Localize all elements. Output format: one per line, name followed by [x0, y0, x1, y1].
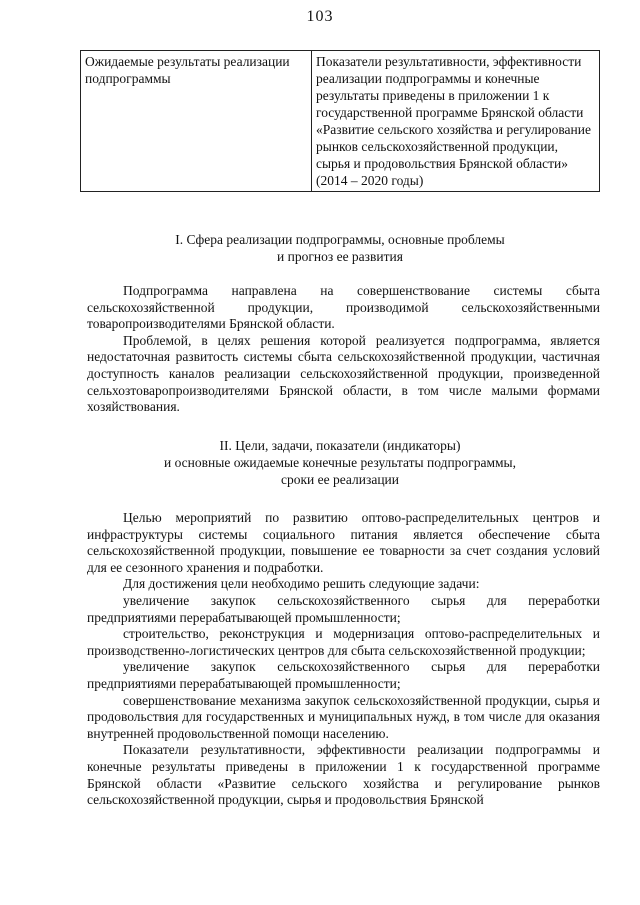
section1-title-line2: и прогноз ее развития [277, 249, 403, 264]
section2-title-line3: сроки ее реализации [281, 472, 399, 487]
results-table [80, 50, 600, 192]
section2-paragraph-results: Показатели результативности, эффективности реализации подпрограммы и конечные результаты приведены в приложении 1 к государственной программе Брянской области «Развитие сельского хозяйства и регулирование рынков сельскохозяйственной продукции, сырья и продовольствия Брянской [87, 742, 600, 808]
section1-heading [80, 231, 600, 265]
section1-paragraph-1: Подпрограмма направлена на совершенствование системы сбыта сельскохозяйственной продукции, производимой сельскохозяйственными товаропроизводителями Брянской области. [87, 283, 600, 332]
section2-task-3: увеличение закупок сельскохозяйственного сырья для переработки предприятиями перерабатывающей промышленности; [87, 659, 600, 691]
section2-heading [80, 437, 600, 488]
section2-paragraph-1: Целью мероприятий по развитию оптово-распределительных центров и инфраструктуры системы социального питания является обеспечение сбыта сельскохозяйственной продукции, повышение ее товарности за счет создания условий для ее сезонного хранения и подработки. [87, 510, 600, 575]
section2-task-2: строительство, реконструкция и модернизация оптово-распределительных и производственно-логистических центров для сбыта сельскохозяйственной продукции; [87, 626, 600, 658]
section1-title-line1: I. Сфера реализации подпрограммы, основные проблемы [175, 232, 505, 247]
section2-paragraph-2: Для достижения цели необходимо решить следующие задачи: [123, 576, 480, 592]
section1-body [87, 283, 600, 416]
table-row [81, 51, 600, 192]
section2-task-1: увеличение закупок сельскохозяйственного сырья для переработки предприятиями перерабатывающей промышленности; [87, 592, 600, 625]
section2-title-line2: и основные ожидаемые конечные результаты подпрограммы, [164, 455, 516, 470]
page-number: 103 [306, 8, 334, 25]
section2-body [87, 510, 600, 809]
section2-task-4: совершенствование механизма закупок сельскохозяйственной продукции, сырья и продовольствия для государственных и муниципальных нужд, в том числе для оказания внутренней продовольственной помощи населению. [87, 692, 600, 741]
section2-title-line1: II. Цели, задачи, показатели (индикаторы) [219, 438, 461, 453]
section1-paragraph-2: Проблемой, в целях решения которой реализуется подпрограмма, является недостаточная развитость системы сбыта сельскохозяйственной продукции, частичная доступность каналов реализации сельскохозяйственной продукции, произведенной сельхозтоваропроизводителями Брянской области, в том числе малыми формами хозяйствования. [87, 332, 600, 415]
table-value-cell: Показатели результативности, эффективности реализации подпрограммы и конечные результаты приведены в приложении 1 к государственной программе Брянской области «Развитие сельского хозяйства и регулирование рынков сельскохозяйственной продукции, сырья и продовольствия Брянской области» (2014 – 2020 годы) [312, 51, 600, 192]
table-label-cell: Ожидаемые результаты реализации подпрограммы [81, 51, 312, 192]
